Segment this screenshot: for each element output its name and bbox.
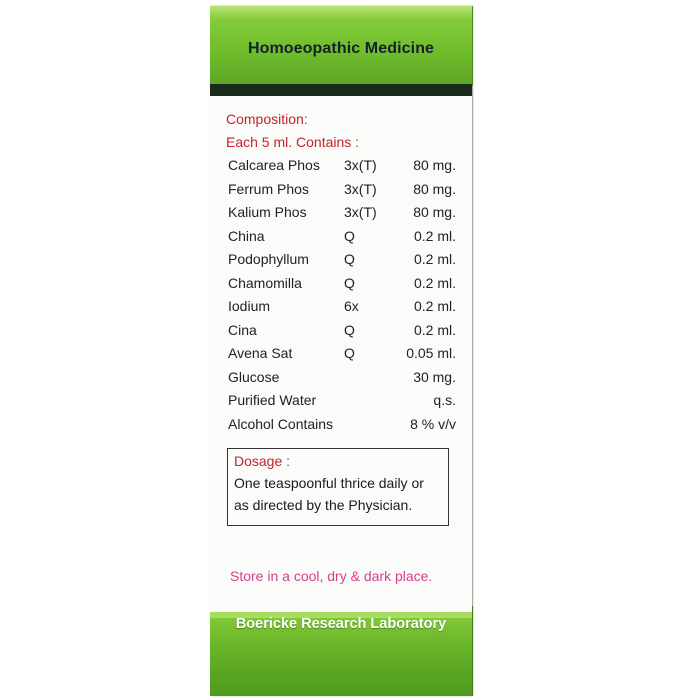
ingredient-name: Podophyllum [228, 251, 309, 267]
ingredient-name: China [228, 227, 265, 244]
dosage-line-2: as directed by the Physician. [234, 497, 413, 513]
ingredient-name: Purified Water [228, 392, 317, 408]
ingredient-quantity: 0.2 ml. [413, 298, 456, 314]
ingredient-name: Avena Sat [228, 345, 293, 361]
composition-row [226, 319, 462, 343]
composition-row [226, 342, 462, 366]
ingredient-potency: Q [344, 274, 355, 291]
ingredient-name: Chamomilla [228, 274, 302, 291]
ingredient-potency: 3x(T) [344, 157, 377, 173]
ingredient-quantity: 0.2 ml. [413, 227, 456, 244]
ingredient-quantity: 0.2 ml. [413, 321, 456, 338]
storage-instructions: Store in a cool, dry & dark place. [230, 568, 433, 584]
ingredient-quantity: 0.05 ml. [406, 345, 456, 361]
ingredient-potency: Q [344, 321, 355, 338]
top-fold [210, 6, 472, 20]
composition-row [226, 295, 462, 319]
composition-row [226, 389, 462, 413]
composition-row [226, 248, 462, 272]
ingredient-quantity: q.s. [433, 392, 456, 408]
medicine-box-panel [210, 6, 472, 696]
ingredient-quantity: 30 mg. [413, 368, 456, 385]
ingredient-potency: 3x(T) [344, 180, 377, 197]
manufacturer-name: Boericke Research Laboratory [235, 616, 447, 632]
ingredient-potency: 6x [344, 298, 359, 314]
ingredient-name: Cina [228, 321, 257, 338]
ingredient-quantity: 80 mg. [413, 204, 456, 220]
ingredient-name: Kalium Phos [228, 204, 307, 220]
ingredient-name: Alcohol Contains [228, 415, 334, 432]
composition-row [226, 154, 462, 178]
dosage-line-1: One teaspoonful thrice daily or [234, 475, 424, 491]
ingredient-name: Ferrum Phos [228, 180, 309, 197]
composition-row [226, 178, 462, 202]
composition-subheading: Each 5 ml. Contains : [226, 134, 360, 150]
ingredient-name: Glucose [228, 368, 280, 385]
ingredient-potency: Q [344, 345, 355, 361]
composition-heading: Composition: [226, 111, 308, 127]
ingredient-name: Iodium [228, 298, 271, 314]
ingredient-quantity: 8 % v/v [410, 415, 456, 432]
header-divider [210, 84, 472, 96]
ingredient-potency: Q [344, 227, 355, 244]
composition-row [226, 413, 462, 437]
composition-row [226, 366, 462, 390]
ingredient-potency: Q [344, 251, 355, 267]
ingredient-quantity: 0.2 ml. [413, 251, 456, 267]
dosage-heading: Dosage : [234, 453, 291, 469]
composition-table [226, 154, 462, 436]
composition-row [226, 272, 462, 296]
dosage-box [227, 448, 449, 526]
ingredient-potency: 3x(T) [344, 204, 377, 220]
ingredient-quantity: 80 mg. [413, 157, 456, 173]
composition-section [226, 108, 462, 436]
composition-row [226, 225, 462, 249]
ingredient-quantity: 80 mg. [413, 180, 456, 197]
composition-row [226, 201, 462, 225]
ingredient-quantity: 0.2 ml. [413, 274, 456, 291]
ingredient-name: Calcarea Phos [228, 157, 320, 173]
product-category-title: Homoeopathic Medicine [247, 40, 435, 57]
